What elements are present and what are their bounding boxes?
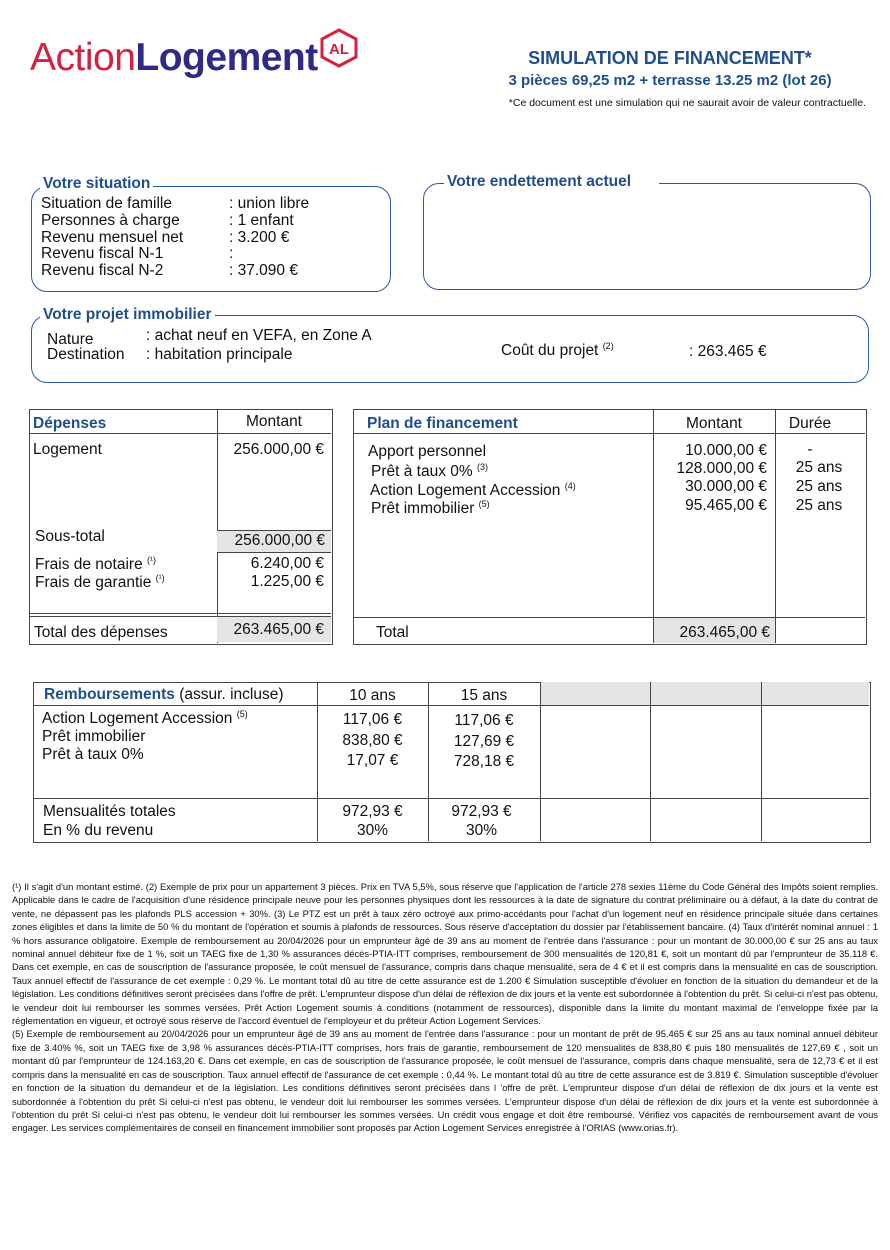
garantie-footnote-ref: (¹)	[155, 573, 165, 583]
footnote-paragraph: (¹) Il s'agit d'un montant estimé. (2) Exemple de prix pour un appartement 3 pièces. Prix en TVA 5,5%, sous réserve que l'application de l'article 278 sexies 11ème du Code Général des Impôts soient remplies. Applicable dans le cadre de l'acquisition d'une résidence principale neuve pour les personnes physiques dont les ressources à la date de signature du contrat préliminaire ou à défaut, à la date du contrat de vente, ne dépassent pas les plafonds PLS accession + 30%. (3) Le PTZ est un prêt à taux zéro octroyé aux primo-accédants pour l'achat d'un logement neuf en résidence principale située dans certaines zones éligibles et dans la limite de 50 % du montant de l'opération et soumis à plafonds de ressources. Sous réserve d'acceptation du dossier par l'établissement bancaire. (4) Taux d'intérêt nominal annuel : 1 % hors assurance obligatoire. Exemple de remboursement au 20/04/2026 pour un emprunteur âgé de 39 ans au moment de l'entrée dans l'assurance : pour un montant de 30.000,00 € sur 25 ans au taux nominal annuel débiteur fixe de 1 %, soit un TAEG fixe de 1,30 % assurances décès-PTIA-ITT comprises, remboursement de 300 mensualités de 120,81 €, soit un montant dû par l'emprunteur de 35.118 €. Dans cet exemple, en cas de souscription de l'assurance proposée, le coût mensuel de l'assurance, compris dans chaque mensualité, sera de 4 € et il est compris dans la mensualité en cas de souscription. Taux annuel effectif de l'assurance de cet exemple : 0,29 %. Le montant total dû au titre de cette assurance est de 1.200 € Simulation susceptible d'évoluer en fonction de la situation du demandeur et de la législation. Les conditions définitives seront précisées dans l'offre de prêt. L'emprunteur dispose d'un délai de réflexion de dix jours et la vente est subordonnée à l'obtention du prêt. Si celui-ci n'est pas obtenu, le vendeur doit lui rembourser les sommes versées. Prêt Action Logement soumis à conditions (notamment de ressources), disponible dans la limite du montant maximal de l'enveloppe fixée par la réglementation en vigueur, et octroyé sous réserve de l'accord éventuel de l'employeur et du prêteur Action Logement Services.	[12, 881, 878, 1027]
situation-label: Revenu fiscal N-2	[41, 262, 164, 279]
logo-text-logement: Logement	[135, 36, 318, 79]
endettement-legend: Votre endettement actuel	[444, 173, 659, 191]
situation-label: Revenu mensuel net	[41, 229, 184, 246]
remb-col2-total: 972,93 €	[451, 803, 512, 820]
financement-footnote-ref: (3)	[476, 462, 488, 472]
financement-footnote-ref: (5)	[478, 499, 490, 509]
logo-badge-icon	[318, 28, 360, 68]
remboursements-header-sub: (assur. incluse)	[179, 686, 284, 703]
financement-row-amount: 30.000,00 €	[685, 478, 767, 495]
nature-value: : achat neuf en VEFA, en Zone A	[146, 327, 372, 344]
remboursements-header-text: Remboursements	[44, 686, 175, 703]
notaire-label-text: Frais de notaire	[35, 556, 143, 574]
financement-row-label	[371, 499, 490, 518]
financement-label-text: Action Logement Accession	[370, 482, 561, 500]
remboursements-total-line	[33, 798, 869, 799]
situation-legend: Votre situation	[40, 175, 153, 193]
depenses-total-line2	[29, 616, 331, 617]
financement-label-text: Apport personnel	[368, 443, 487, 460]
situation-label: Situation de famille	[41, 195, 172, 212]
destination-label: Destination	[47, 346, 125, 363]
remb-row-label-text: Action Logement Accession	[42, 710, 233, 728]
remboursements-header-shade-empty	[540, 682, 869, 706]
financement-row-amount: 95.465,00 €	[685, 497, 767, 514]
soustotal-value: 256.000,00 €	[234, 532, 325, 549]
notaire-footnote-ref: (¹)	[147, 555, 157, 565]
situation-label: Personnes à charge	[41, 212, 180, 229]
situation-value: :	[229, 245, 234, 262]
brand-logo	[30, 36, 318, 80]
projet-legend: Votre projet immobilier	[40, 306, 215, 324]
situation-value: : 37.090 €	[229, 262, 298, 279]
financement-total-value: 263.465,00 €	[679, 624, 770, 641]
depenses-header: Dépenses	[33, 415, 107, 432]
logo-badge-text: AL	[329, 41, 349, 58]
endettement-box	[423, 183, 871, 290]
depenses-total-line	[29, 613, 331, 614]
remb-col2-header: 15 ans	[460, 687, 508, 704]
remb-col1-total: 972,93 €	[342, 803, 403, 820]
garantie-label-text: Frais de garantie	[35, 574, 152, 592]
remb-col2-value: 728,18 €	[453, 753, 515, 770]
financement-footnote-ref: (4)	[564, 481, 576, 491]
total-depenses-label: Total des dépenses	[34, 624, 168, 641]
financement-row-amount: 128.000,00 €	[676, 460, 767, 477]
financement-row-duration: 25 ans	[795, 478, 843, 495]
footnotes	[12, 880, 878, 1135]
destination-value: : habitation principale	[146, 346, 293, 363]
logement-label: Logement	[33, 441, 102, 458]
remb-col1-header: 10 ans	[349, 687, 396, 704]
financement-duration-header: Durée	[788, 415, 832, 432]
remb-col1-value: 17,07 €	[346, 752, 399, 769]
remb-col1-pct: 30%	[356, 822, 389, 839]
financement-row-duration: 25 ans	[795, 497, 843, 514]
cout-label	[501, 341, 614, 360]
remb-col-divider	[540, 682, 541, 841]
financement-total-label: Total	[376, 624, 409, 641]
footnote-paragraph: (5) Exemple de remboursement au 20/04/2026 pour un emprunteur âgé de 39 ans au moment de l'entrée dans l'assurance : pour un montant de prêt de 95.465 € sur 25 ans au taux nominal annuel débiteur fixe de 3.40% %, soit un TAEG fixe de 3,98 % assurances décès-PTIA-ITT comprises, hors frais de garantie, remboursement de 120 mensualités de 838,80 € puis 180 mensualités de 127,69 € , soit un montant dû par l'emprunteur de 124.163,20 €. Dans cet exemple, en cas de souscription de l'assurance proposée, le coût mensuel de l'assurance, compris dans chaque mensualité, sera de 12,73 € et il est compris dans la mensualité en cas de souscription. Taux annuel effectif de l'assurance de cet exemple : 0,44 %. Le montant total dû au titre de cette assurance est de 3.819 €. Simulation susceptible d'évoluer en fonction de la situation du demandeur et de la législation. Les conditions définitives seront précisées dans l 'offre de prêt. L'emprunteur dispose d'un délai de réflexion de dix jours et la vente est subordonnée à l'obtention du prêt Si celui-ci n'est pas obtenu, le vendeur doit lui rembourser les sommes versées. L'emprunteur dispose d'un délai de réflexion de dix jours et la vente est subordonnée à l'obtention du prêt Si celui-ci n'est pas obtenu, le vendeur doit lui rembourser les sommes versées. Un crédit vous engage et doit être remboursé. Vérifiez vos capacités de remboursement avant de vous engager. Les services complémentaires de conseil en financement immobilier sont proposés par Action Logement Services enregistrée à l'ORIAS (www.orias.fr).	[12, 1028, 878, 1134]
situation-value: : 1 enfant	[229, 212, 294, 229]
situation-label: Revenu fiscal N-1	[41, 245, 164, 262]
notaire-value: 6.240,00 €	[250, 555, 324, 572]
soustotal-label: Sous-total	[35, 528, 105, 545]
nature-label: Nature	[47, 331, 94, 348]
financement-header: Plan de financement	[367, 415, 518, 432]
pct-revenu-label: En % du revenu	[43, 822, 154, 839]
remb-col2-pct: 30%	[465, 822, 498, 839]
financement-row-duration: -	[807, 441, 813, 458]
remboursements-header-line	[33, 705, 869, 706]
garantie-value: 1.225,00 €	[250, 573, 324, 590]
financement-row-label	[370, 481, 576, 500]
remb-col1-value: 117,06 €	[342, 711, 403, 728]
financement-amount-header: Montant	[685, 415, 742, 432]
financement-total-line	[353, 617, 865, 618]
notaire-label	[35, 555, 156, 574]
remb-col-divider	[650, 682, 651, 841]
remb-row-label: Prêt immobilier	[42, 728, 146, 745]
remb-row-label	[42, 709, 248, 728]
mensualites-label: Mensualités totales	[43, 803, 176, 820]
remb-col1-value: 838,80 €	[342, 732, 403, 749]
financement-row-duration: 25 ans	[795, 459, 843, 476]
depenses-amount-header: Montant	[245, 413, 302, 430]
remb-col-divider	[761, 682, 762, 841]
financement-row-label	[371, 462, 488, 481]
garantie-label	[35, 573, 165, 592]
page-subtitle: 3 pièces 69,25 m2 + terrasse 13.25 m2 (lot 26)	[508, 72, 832, 89]
financement-row-amount: 10.000,00 €	[685, 442, 767, 459]
remb-footnote-ref: (5)	[236, 709, 248, 719]
cout-label-text: Coût du projet	[501, 342, 599, 360]
remb-col2-value: 127,69 €	[453, 733, 515, 750]
cout-footnote-ref: (2)	[602, 341, 614, 351]
situation-value: : 3.200 €	[229, 229, 290, 246]
remboursements-header	[44, 686, 283, 704]
remb-row-label: Prêt à taux 0%	[42, 746, 144, 763]
disclaimer: *Ce document est une simulation qui ne saurait avoir de valeur contractuelle.	[508, 97, 866, 109]
cout-value: : 263.465 €	[689, 343, 767, 360]
logement-value: 256.000,00 €	[233, 441, 324, 458]
remb-col2-value: 117,06 €	[454, 712, 514, 729]
situation-value: : union libre	[229, 195, 310, 212]
financement-label-text: Prêt à taux 0%	[371, 463, 473, 481]
page-title: SIMULATION DE FINANCEMENT*	[528, 48, 812, 68]
financement-label-text: Prêt immobilier	[371, 500, 475, 518]
financement-row-label	[368, 443, 486, 461]
total-depenses-value: 263.465,00 €	[233, 621, 324, 638]
logo-text-action: Action	[30, 36, 136, 79]
